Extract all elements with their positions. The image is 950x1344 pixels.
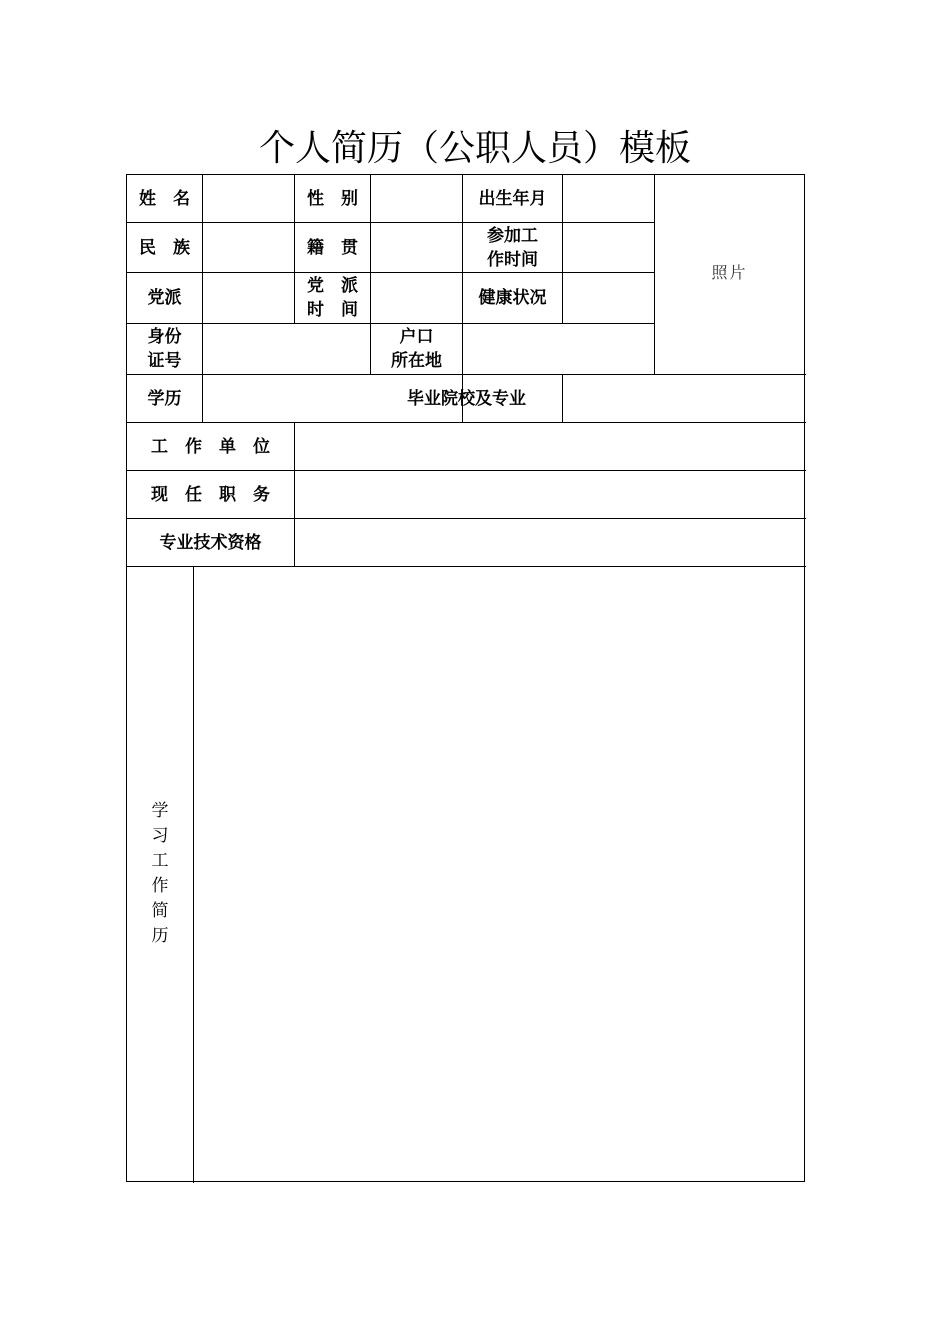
resume-char: 学 xyxy=(151,801,169,821)
school-major-field[interactable] xyxy=(563,375,804,422)
tech-qualification-field[interactable] xyxy=(295,519,804,566)
name-field[interactable] xyxy=(203,175,294,222)
gender-field[interactable] xyxy=(371,175,462,222)
resume-char: 简 xyxy=(151,901,169,921)
label-birth: 出生年月 xyxy=(478,188,547,209)
hukou-field[interactable] xyxy=(463,324,654,374)
resume-char: 历 xyxy=(151,926,169,946)
label-school-major: 毕业院校及专业 xyxy=(407,388,526,409)
label-name: 姓 名 xyxy=(139,188,190,209)
label-resume xyxy=(127,567,193,1181)
party-time-field[interactable] xyxy=(371,273,462,323)
label-gender: 性 别 xyxy=(307,188,358,209)
label-current-position: 现 任 职 务 xyxy=(151,484,270,505)
label-ethnicity: 民 族 xyxy=(139,237,190,258)
label-native-place: 籍 贯 xyxy=(307,237,358,258)
work-start-field[interactable] xyxy=(563,223,654,272)
resume-char: 作 xyxy=(151,876,169,896)
party-field[interactable] xyxy=(203,273,294,323)
resume-form xyxy=(126,174,805,1182)
current-position-field[interactable] xyxy=(295,471,804,518)
label-hukou xyxy=(371,324,462,374)
label-id-line1: 身份 xyxy=(147,327,182,347)
label-hukou-line2: 所在地 xyxy=(391,351,442,371)
label-party-time-line1: 党 派 xyxy=(307,276,358,296)
label-id-line2: 证号 xyxy=(147,351,182,371)
id-number-field[interactable] xyxy=(203,324,370,374)
label-party-time xyxy=(295,273,370,323)
label-hukou-line1: 户口 xyxy=(399,327,434,347)
photo-area[interactable]: 照片 xyxy=(711,263,748,282)
work-unit-field[interactable] xyxy=(295,423,804,470)
label-work-unit: 工 作 单 位 xyxy=(151,436,270,457)
native-place-field[interactable] xyxy=(371,223,462,272)
label-health: 健康状况 xyxy=(478,288,547,308)
birth-field[interactable] xyxy=(563,175,654,222)
page-title: 个人简历（公职人员）模板 xyxy=(258,128,691,169)
ethnicity-field[interactable] xyxy=(203,223,294,272)
label-work-start-line2: 作时间 xyxy=(487,249,538,270)
label-party: 党派 xyxy=(147,288,182,308)
label-party-time-line2: 时 间 xyxy=(307,300,358,320)
resume-field[interactable] xyxy=(194,567,804,1181)
education-field[interactable] xyxy=(203,375,370,422)
label-work-start-line1: 参加工 xyxy=(487,225,538,246)
resume-char: 习 xyxy=(151,826,169,846)
label-education: 学历 xyxy=(147,388,182,409)
health-field[interactable] xyxy=(563,273,654,323)
label-work-start xyxy=(463,223,562,272)
label-id-number xyxy=(127,324,202,374)
resume-char: 工 xyxy=(151,851,169,871)
label-tech-qualification: 专业技术资格 xyxy=(159,532,262,553)
